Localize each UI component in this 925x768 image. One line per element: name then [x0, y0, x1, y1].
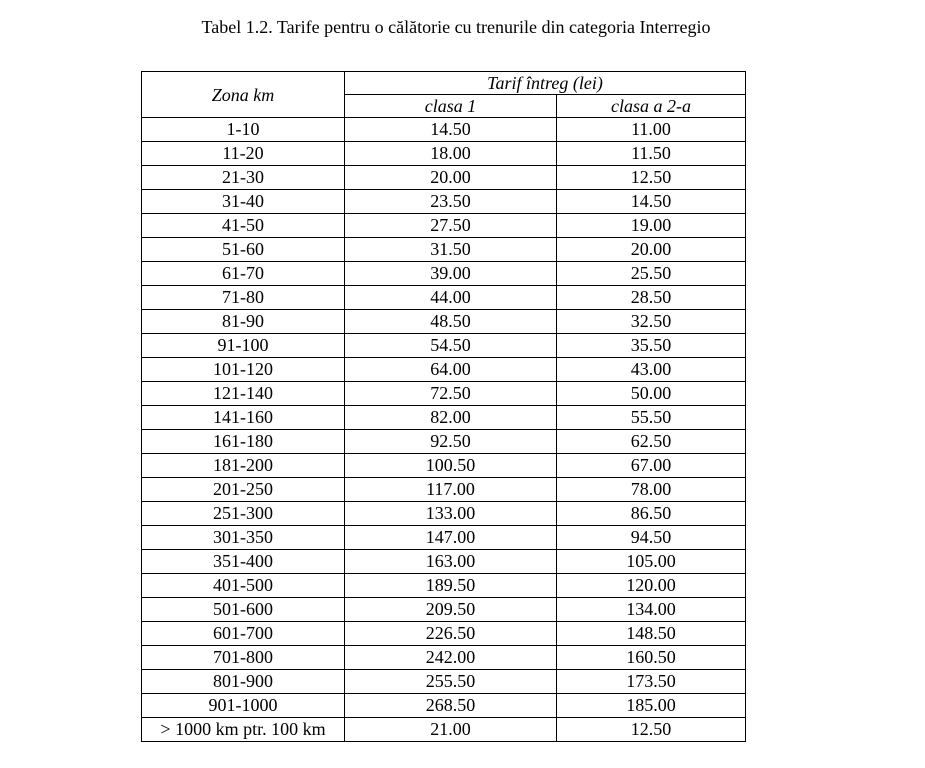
- zone-cell: 251-300: [142, 502, 345, 526]
- table-row: [142, 454, 746, 478]
- table-caption: Tabel 1.2. Tarife pentru o călătorie cu trenurile din categoria Interregio: [201, 17, 711, 37]
- class1-fare-cell: 209.50: [345, 598, 557, 622]
- zone-cell: 501-600: [142, 598, 345, 622]
- tariff-group-header: Tarif întreg (lei): [345, 72, 746, 95]
- zone-header: Zona km: [142, 72, 345, 118]
- class2-fare-cell: 20.00: [557, 238, 746, 262]
- class2-header: clasa a 2-a: [557, 95, 746, 118]
- table-row: [142, 406, 746, 430]
- zone-cell: 41-50: [142, 214, 345, 238]
- zone-cell: 141-160: [142, 406, 345, 430]
- zone-cell: 21-30: [142, 166, 345, 190]
- table-row: [142, 430, 746, 454]
- class2-fare-cell: 50.00: [557, 382, 746, 406]
- class2-fare-cell: 14.50: [557, 190, 746, 214]
- table-row: [142, 502, 746, 526]
- class2-fare-cell: 134.00: [557, 598, 746, 622]
- table-row: [142, 478, 746, 502]
- table-body: [142, 118, 746, 742]
- table-row: [142, 670, 746, 694]
- fare-table: [141, 71, 746, 742]
- class1-fare-cell: 14.50: [345, 118, 557, 142]
- zone-cell: 701-800: [142, 646, 345, 670]
- zone-cell: 101-120: [142, 358, 345, 382]
- table-row: [142, 238, 746, 262]
- zone-cell: 91-100: [142, 334, 345, 358]
- zone-cell: 71-80: [142, 286, 345, 310]
- class2-fare-cell: 19.00: [557, 214, 746, 238]
- table-row: [142, 214, 746, 238]
- class2-fare-cell: 173.50: [557, 670, 746, 694]
- class2-fare-cell: 12.50: [557, 166, 746, 190]
- class1-fare-cell: 189.50: [345, 574, 557, 598]
- class2-fare-cell: 32.50: [557, 310, 746, 334]
- class2-fare-cell: 160.50: [557, 646, 746, 670]
- table-row: [142, 334, 746, 358]
- class1-fare-cell: 163.00: [345, 550, 557, 574]
- class2-fare-cell: 25.50: [557, 262, 746, 286]
- class2-fare-cell: 105.00: [557, 550, 746, 574]
- class1-fare-cell: 242.00: [345, 646, 557, 670]
- zone-cell: 601-700: [142, 622, 345, 646]
- table-row: [142, 598, 746, 622]
- class1-fare-cell: 23.50: [345, 190, 557, 214]
- class1-fare-cell: 20.00: [345, 166, 557, 190]
- class2-fare-cell: 78.00: [557, 478, 746, 502]
- class2-fare-cell: 35.50: [557, 334, 746, 358]
- zone-cell: 51-60: [142, 238, 345, 262]
- zone-cell: 31-40: [142, 190, 345, 214]
- class1-fare-cell: 133.00: [345, 502, 557, 526]
- class2-fare-cell: 43.00: [557, 358, 746, 382]
- zone-cell: 1-10: [142, 118, 345, 142]
- class1-header: clasa 1: [345, 95, 557, 118]
- zone-cell: 401-500: [142, 574, 345, 598]
- zone-cell: 201-250: [142, 478, 345, 502]
- class2-fare-cell: 94.50: [557, 526, 746, 550]
- class1-fare-cell: 92.50: [345, 430, 557, 454]
- class2-fare-cell: 148.50: [557, 622, 746, 646]
- table-row: [142, 382, 746, 406]
- class1-fare-cell: 54.50: [345, 334, 557, 358]
- class1-fare-cell: 268.50: [345, 694, 557, 718]
- class1-fare-cell: 27.50: [345, 214, 557, 238]
- zone-cell: 121-140: [142, 382, 345, 406]
- table-row: [142, 190, 746, 214]
- table-row: [142, 166, 746, 190]
- table-row: [142, 358, 746, 382]
- table-row: [142, 646, 746, 670]
- class2-fare-cell: 86.50: [557, 502, 746, 526]
- zone-cell: 901-1000: [142, 694, 345, 718]
- class1-fare-cell: 18.00: [345, 142, 557, 166]
- class1-fare-cell: 147.00: [345, 526, 557, 550]
- table-header: [142, 72, 746, 118]
- table-row: [142, 694, 746, 718]
- class1-fare-cell: 82.00: [345, 406, 557, 430]
- class2-fare-cell: 67.00: [557, 454, 746, 478]
- zone-cell: 301-350: [142, 526, 345, 550]
- zone-cell: 11-20: [142, 142, 345, 166]
- class1-fare-cell: 64.00: [345, 358, 557, 382]
- zone-cell: 801-900: [142, 670, 345, 694]
- table-row: [142, 526, 746, 550]
- class1-fare-cell: 72.50: [345, 382, 557, 406]
- class1-fare-cell: 48.50: [345, 310, 557, 334]
- table-row: [142, 574, 746, 598]
- class1-fare-cell: 39.00: [345, 262, 557, 286]
- class2-fare-cell: 185.00: [557, 694, 746, 718]
- class2-fare-cell: 120.00: [557, 574, 746, 598]
- class1-fare-cell: 226.50: [345, 622, 557, 646]
- class1-fare-cell: 100.50: [345, 454, 557, 478]
- zone-cell: 181-200: [142, 454, 345, 478]
- zone-cell: > 1000 km ptr. 100 km: [142, 718, 345, 742]
- table-row: [142, 118, 746, 142]
- zone-cell: 351-400: [142, 550, 345, 574]
- class2-fare-cell: 28.50: [557, 286, 746, 310]
- zone-cell: 61-70: [142, 262, 345, 286]
- class2-fare-cell: 12.50: [557, 718, 746, 742]
- zone-cell: 161-180: [142, 430, 345, 454]
- class2-fare-cell: 11.00: [557, 118, 746, 142]
- table-row: [142, 310, 746, 334]
- table-row: [142, 550, 746, 574]
- class1-fare-cell: 21.00: [345, 718, 557, 742]
- class1-fare-cell: 31.50: [345, 238, 557, 262]
- class1-fare-cell: 255.50: [345, 670, 557, 694]
- class2-fare-cell: 62.50: [557, 430, 746, 454]
- class1-fare-cell: 44.00: [345, 286, 557, 310]
- table-row: [142, 286, 746, 310]
- zone-cell: 81-90: [142, 310, 345, 334]
- table-row: [142, 262, 746, 286]
- table-row: [142, 622, 746, 646]
- table-row: [142, 142, 746, 166]
- header-row-top: [142, 72, 746, 95]
- class2-fare-cell: 55.50: [557, 406, 746, 430]
- class2-fare-cell: 11.50: [557, 142, 746, 166]
- class1-fare-cell: 117.00: [345, 478, 557, 502]
- table-row: [142, 718, 746, 742]
